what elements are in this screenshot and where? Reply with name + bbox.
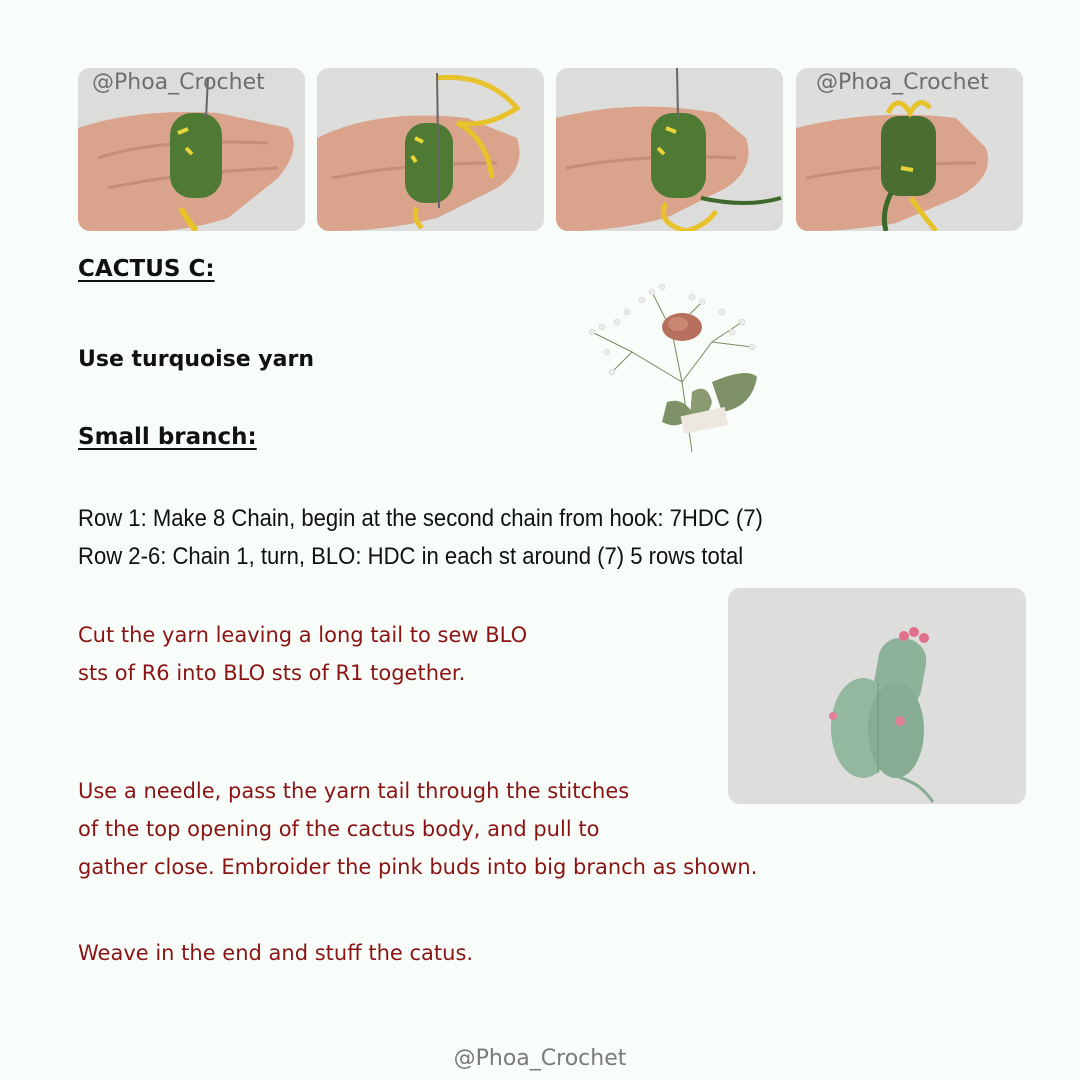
instruction-row-2-6: Row 2-6: Chain 1, turn, BLO: HDC in each st around (7) 5 rows total [78, 543, 744, 570]
crochet-step-2-image [317, 68, 544, 231]
step-photo-3 [556, 68, 783, 231]
note-line: sts of R6 into BLO sts of R1 together. [78, 661, 466, 685]
dried-flower-decoration [572, 272, 772, 457]
instruction-row-1: Row 1: Make 8 Chain, begin at the second chain from hook: 7HDC (7) [78, 505, 763, 532]
note-line: Weave in the end and stuff the catus. [78, 941, 474, 965]
step-photo-2 [317, 68, 544, 231]
note-gather-close [78, 772, 757, 886]
yarn-note: Use turquoise yarn [78, 347, 315, 372]
crochet-step-3-image [556, 68, 783, 231]
note-line: gather close. Embroider the pink buds into big branch as shown. [78, 855, 758, 879]
watermark: @Phoa_Crochet [816, 70, 989, 95]
section-title: CACTUS C: [78, 256, 215, 282]
note-line: Use a needle, pass the yarn tail through the stitches [78, 779, 630, 803]
watermark: @Phoa_Crochet [92, 70, 265, 95]
finished-cactus-photo [728, 588, 1026, 804]
subsection-title: Small branch: [78, 424, 257, 450]
footer-watermark: @Phoa_Crochet [453, 1046, 627, 1071]
finished-cactus-image [728, 588, 1026, 804]
note-cut-yarn [78, 616, 527, 692]
step-photo-4 [796, 68, 1023, 231]
note-line: of the top opening of the cactus body, and pull to [78, 817, 600, 841]
step-photo-1 [78, 68, 305, 231]
note-weave-end [78, 934, 473, 972]
note-line: Cut the yarn leaving a long tail to sew BLO [78, 623, 528, 647]
